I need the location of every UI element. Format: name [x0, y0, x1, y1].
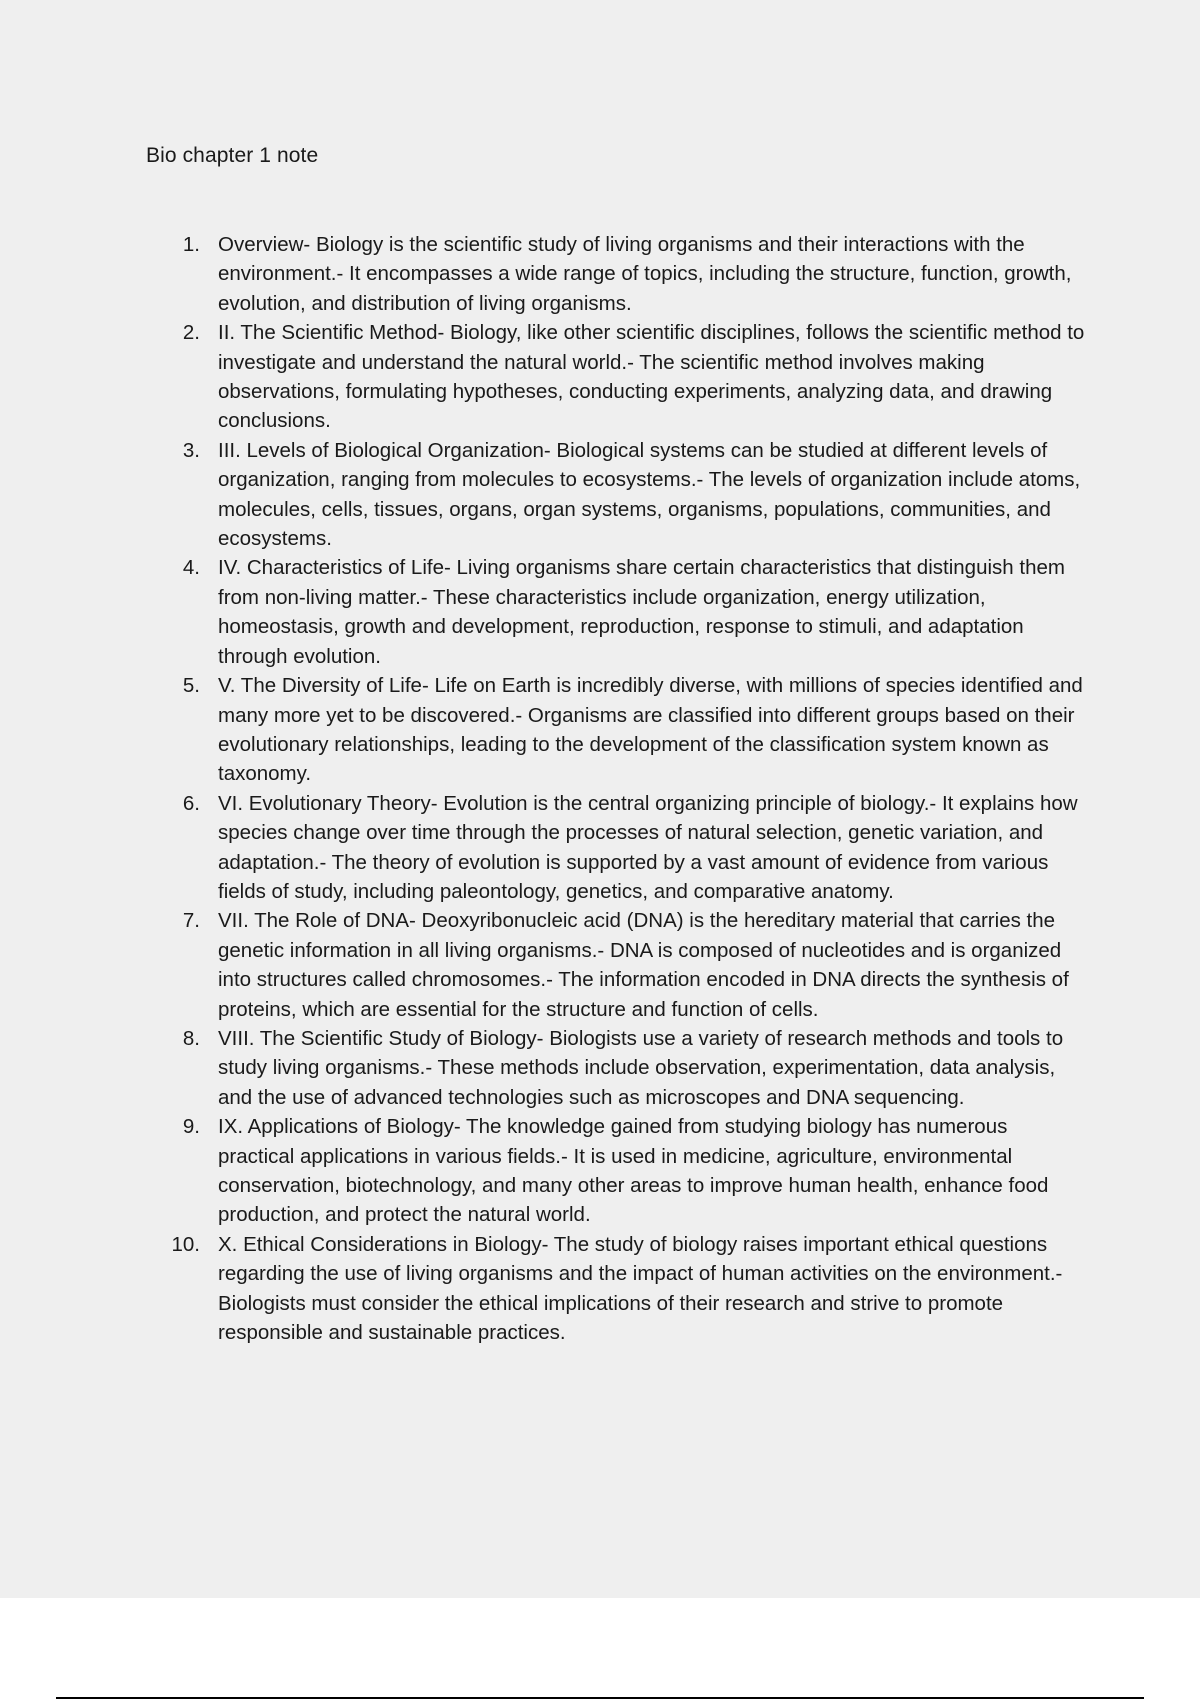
document-title: Bio chapter 1 note [146, 144, 319, 167]
list-item-text: VI. Evolutionary Theory- Evolution is the central organizing principle of biology.- It explains how species change over time through the processes of natural selection, genetic variation, and adaptation.- The theory of evolution is supported by a vast amount of evidence from various fields of study, including paleontology, genetics, and comparative anatomy. [218, 791, 1078, 903]
list-item [0, 230, 1088, 318]
list-item-number: 4. [182, 556, 200, 580]
list-item-text: IV. Characteristics of Life- Living organisms share certain characteristics that distinguish them from non-living matter.- These characteristics include organization, energy utilization, homeostasis, growth and development, reproduction, response to stimuli, and adaptation through evolution. [218, 556, 1065, 668]
list-item-number: 9. [182, 1115, 200, 1139]
list-item-number: 8. [182, 1026, 200, 1050]
list-item [0, 1230, 1088, 1348]
list-item-text: IX. Applications of Biology- The knowledge gained from studying biology has numerous practical applications in various fields.- It is used in medicine, agriculture, environmental conservation, biotechnology, and many other areas to improve human health, enhance food production, and protect the natural world. [218, 1115, 1049, 1227]
list-item [0, 1024, 1088, 1112]
list-item [0, 553, 1088, 671]
notes-list [0, 230, 1200, 1347]
list-item-text: VIII. The Scientific Study of Biology- Biologists use a variety of research methods and tools to study living organisms.- These methods include observation, experimentation, data analysis, and the use of advanced technologies such as microscopes and DNA sequencing. [218, 1026, 1064, 1109]
list-item-number: 6. [182, 791, 200, 815]
list-item-number: 5. [182, 674, 200, 698]
list-item-text: V. The Diversity of Life- Life on Earth is incredibly diverse, with millions of species identified and many more yet to be discovered.- Organisms are classified into different groups based on their evolutionary relationships, leading to the development of the classification system known as taxonomy. [218, 674, 1083, 786]
list-item-text: III. Levels of Biological Organization- Biological systems can be studied at different levels of organization, ranging from molecules to ecosystems.- The levels of organization include atoms, molecules, cells, tissues, organs, organ systems, organisms, populations, communities, and ecosystems. [218, 438, 1081, 551]
list-item-number: 7. [182, 909, 200, 933]
page-bottom-divider [56, 1697, 1144, 1699]
list-item [0, 1112, 1088, 1230]
list-item-text: II. The Scientific Method- Biology, like other scientific disciplines, follows the scientific method to investigate and understand the natural world.- The scientific method involves making observations, formulating hypotheses, conducting experiments, analyzing data, and drawing conclusions. [218, 321, 1085, 433]
list-item [0, 906, 1088, 1024]
list-item [0, 789, 1088, 907]
list-item-text: VII. The Role of DNA- Deoxyribonucleic acid (DNA) is the hereditary material that carries the genetic information in all living organisms.- DNA is composed of nucleotides and is organized into structures called chromosomes.- The information encoded in DNA directs the synthesis of proteins, which are essential for the structure and function of cells. [218, 909, 1069, 1021]
list-item-number: 1. [182, 233, 200, 256]
list-item [0, 318, 1088, 436]
list-item-text: X. Ethical Considerations in Biology- The study of biology raises important ethical questions regarding the use of living organisms and the impact of human activities on the environment.- Biologists must consider the ethical implications of their research and strive to promote responsible and sustainable practices. [218, 1232, 1063, 1345]
list-item [0, 436, 1088, 554]
list-item-number: 3. [182, 438, 200, 462]
list-item-text: Overview- Biology is the scientific study of living organisms and their interactions with the environment.- It encompasses a wide range of topics, including the structure, function, growth, evolution, and distribution of living organisms. [218, 233, 1072, 315]
list-item [0, 671, 1088, 789]
list-item-number: 2. [182, 321, 200, 345]
list-item-number: 10. [171, 1232, 200, 1256]
